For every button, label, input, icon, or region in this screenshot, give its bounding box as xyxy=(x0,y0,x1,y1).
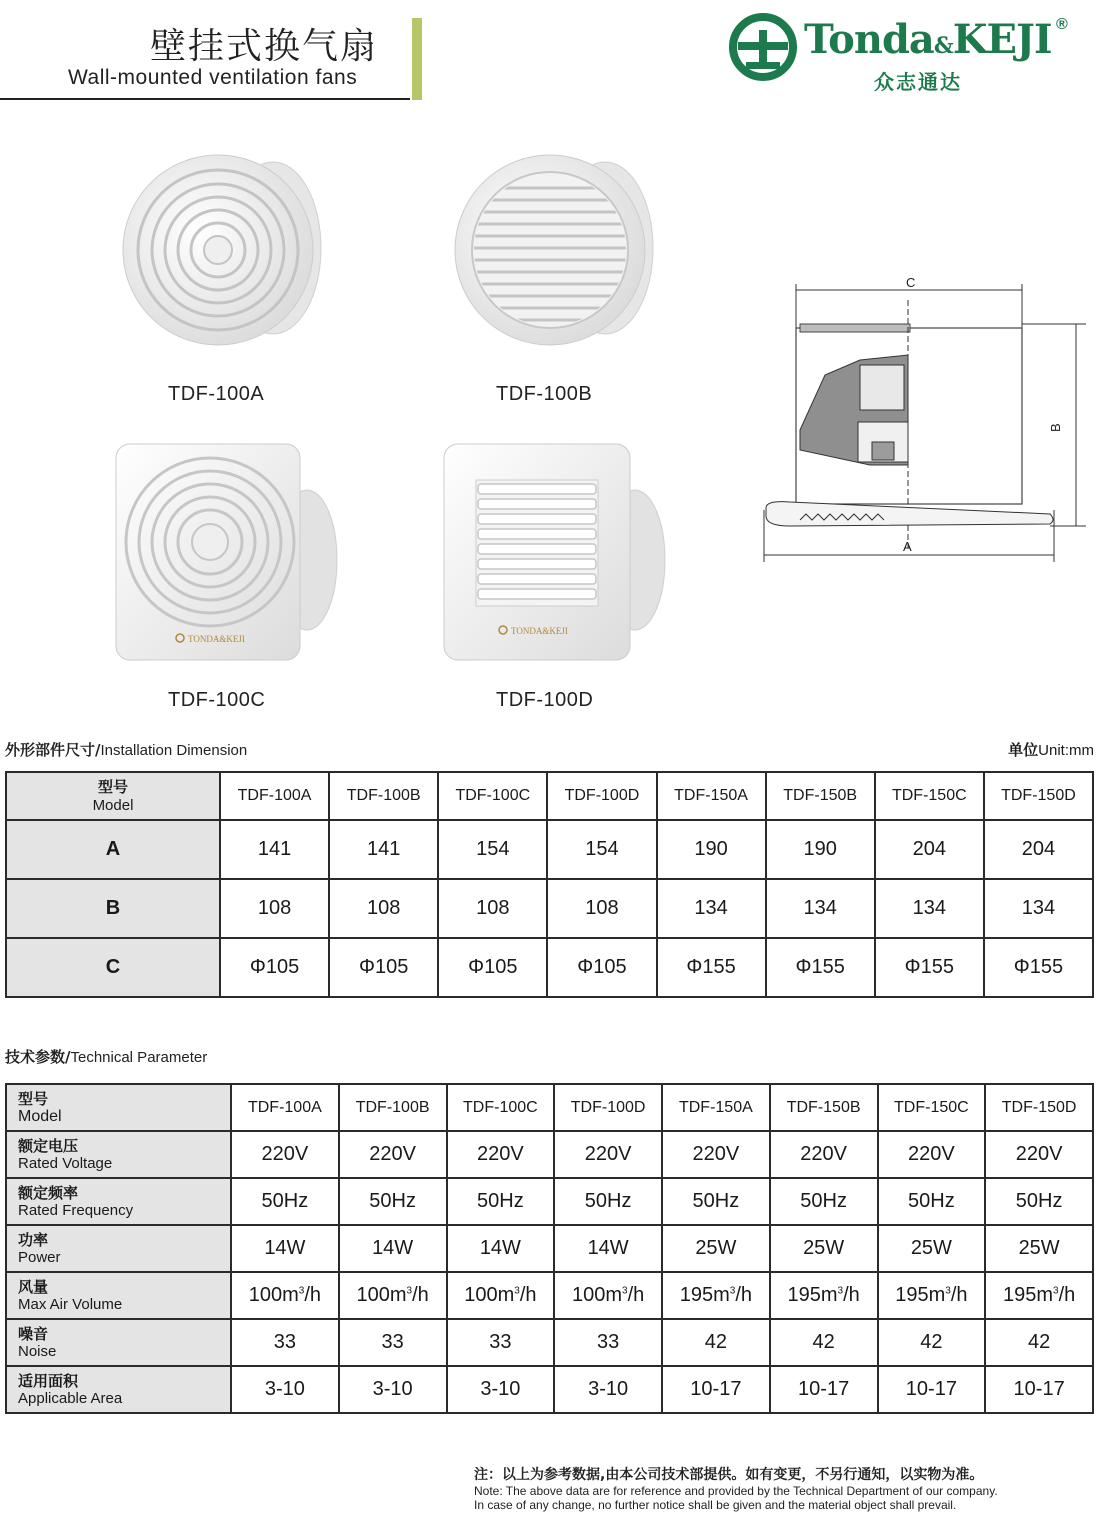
model-cell: TDF-150D xyxy=(984,772,1093,820)
value-cell: 134 xyxy=(766,879,875,938)
value-cell: 10-17 xyxy=(662,1366,770,1413)
value-cell: 50Hz xyxy=(554,1178,662,1225)
value-cell: 134 xyxy=(657,879,766,938)
value-cell: 50Hz xyxy=(231,1178,339,1225)
dimension-label-b: B xyxy=(1048,423,1063,432)
product-image-tdf-100b xyxy=(450,150,660,360)
unit-label: 单位Unit:mm xyxy=(1008,741,1094,759)
dimension-diagram xyxy=(760,270,1090,570)
product-label-tdf-100c: TDF-100C xyxy=(168,689,266,711)
value-cell: 10-17 xyxy=(770,1366,878,1413)
footnote xyxy=(474,1468,998,1512)
value-cell: 25W xyxy=(770,1225,878,1272)
value-cell: 108 xyxy=(438,879,547,938)
value-cell: 25W xyxy=(878,1225,986,1272)
footnote-cn: 注：以上为参考数据,由本公司技术部提供。如有变更，不另行通知，以实物为准。 xyxy=(474,1467,984,1483)
value-cell: 33 xyxy=(231,1319,339,1366)
value-cell: Φ105 xyxy=(547,938,656,997)
model-cell: TDF-150C xyxy=(878,1084,986,1131)
model-header-cell: 型号 Model xyxy=(6,772,220,820)
dimension-label-c: C xyxy=(906,275,916,290)
value-cell: 220V xyxy=(554,1131,662,1178)
footnote-en-line-2: In case of any change, no further notice shall be given and the material object shall prevail. xyxy=(474,1498,957,1512)
value-cell: 42 xyxy=(985,1319,1093,1366)
value-cell: 134 xyxy=(875,879,984,938)
table-row xyxy=(6,820,1093,879)
value-cell: Φ105 xyxy=(220,938,329,997)
technical-parameter-table xyxy=(5,1083,1094,1414)
table-row xyxy=(6,1178,1093,1225)
brand-name-cn: 众志通达 xyxy=(874,70,962,94)
value-cell: 50Hz xyxy=(770,1178,878,1225)
row-label: 额定电压 Rated Voltage xyxy=(6,1131,231,1178)
table-row xyxy=(6,1225,1093,1272)
value-cell: 25W xyxy=(985,1225,1093,1272)
value-cell: 220V xyxy=(447,1131,555,1178)
model-cell: TDF-100B xyxy=(329,772,438,820)
product-badge: TONDA&KEJI xyxy=(188,634,245,644)
model-cell: TDF-100C xyxy=(438,772,547,820)
value-cell: 154 xyxy=(438,820,547,879)
value-cell: 108 xyxy=(547,879,656,938)
value-cell: 50Hz xyxy=(878,1178,986,1225)
row-label: 风量 Max Air Volume xyxy=(6,1272,231,1319)
value-cell: 220V xyxy=(878,1131,986,1178)
value-cell: $100m^3/h$ xyxy=(231,1272,339,1319)
value-cell: 10-17 xyxy=(985,1366,1093,1413)
registered-mark: ® xyxy=(1056,16,1068,33)
product-label-tdf-100b: TDF-100B xyxy=(496,383,593,405)
value-cell: Φ155 xyxy=(984,938,1093,997)
value-cell: $195m^3/h$ xyxy=(770,1272,878,1319)
table-row xyxy=(6,938,1093,997)
value-cell: 50Hz xyxy=(662,1178,770,1225)
model-cell: TDF-100A xyxy=(231,1084,339,1131)
value-cell: 141 xyxy=(220,820,329,879)
value-cell: 14W xyxy=(447,1225,555,1272)
value-cell: 50Hz xyxy=(985,1178,1093,1225)
installation-dimension-table xyxy=(5,771,1094,998)
row-label: 适用面积 Applicable Area xyxy=(6,1366,231,1413)
value-cell: Φ105 xyxy=(329,938,438,997)
value-cell: 3-10 xyxy=(554,1366,662,1413)
value-cell: 3-10 xyxy=(447,1366,555,1413)
value-cell: Φ155 xyxy=(875,938,984,997)
value-cell: 50Hz xyxy=(339,1178,447,1225)
product-label-tdf-100d: TDF-100D xyxy=(496,689,594,711)
model-cell: TDF-150A xyxy=(657,772,766,820)
row-label: B xyxy=(6,879,220,938)
table-row xyxy=(6,1131,1093,1178)
value-cell: 220V xyxy=(770,1131,878,1178)
value-cell: 3-10 xyxy=(231,1366,339,1413)
value-cell: Φ155 xyxy=(766,938,875,997)
value-cell: 204 xyxy=(984,820,1093,879)
brand-logo xyxy=(726,10,1086,94)
value-cell: 190 xyxy=(766,820,875,879)
value-cell: 3-10 xyxy=(339,1366,447,1413)
model-cell: TDF-100C xyxy=(447,1084,555,1131)
product-label-tdf-100a: TDF-100A xyxy=(168,383,265,405)
value-cell: 50Hz xyxy=(447,1178,555,1225)
value-cell: 108 xyxy=(220,879,329,938)
table-row xyxy=(6,1319,1093,1366)
row-label: 额定频率 Rated Frequency xyxy=(6,1178,231,1225)
value-cell: 42 xyxy=(878,1319,986,1366)
brand-wordmark: Tonda&KEJI xyxy=(804,16,1052,63)
value-cell: 14W xyxy=(231,1225,339,1272)
value-cell: 108 xyxy=(329,879,438,938)
row-label: 噪音 Noise xyxy=(6,1319,231,1366)
value-cell: $195m^3/h$ xyxy=(985,1272,1093,1319)
value-cell: 220V xyxy=(985,1131,1093,1178)
value-cell: Φ155 xyxy=(657,938,766,997)
product-badge: TONDA&KEJI xyxy=(511,626,568,636)
value-cell: 33 xyxy=(447,1319,555,1366)
product-image-tdf-100d xyxy=(440,440,670,665)
page-title-cn: 壁挂式换气扇 xyxy=(150,26,379,67)
title-accent-bar xyxy=(412,18,422,100)
technical-parameter-title: 技术参数/Technical Parameter xyxy=(5,1048,208,1066)
value-cell: Φ105 xyxy=(438,938,547,997)
value-cell: $100m^3/h$ xyxy=(447,1272,555,1319)
value-cell: 10-17 xyxy=(878,1366,986,1413)
value-cell: 154 xyxy=(547,820,656,879)
model-cell: TDF-150B xyxy=(766,772,875,820)
product-image-tdf-100c xyxy=(112,440,342,665)
value-cell: 134 xyxy=(984,879,1093,938)
value-cell: 141 xyxy=(329,820,438,879)
model-cell: TDF-100D xyxy=(554,1084,662,1131)
value-cell: 42 xyxy=(770,1319,878,1366)
product-image-tdf-100a xyxy=(118,150,328,360)
value-cell: $195m^3/h$ xyxy=(662,1272,770,1319)
model-header-cell: 型号 Model xyxy=(6,1084,231,1131)
model-cell: TDF-150A xyxy=(662,1084,770,1131)
model-cell: TDF-100B xyxy=(339,1084,447,1131)
dimension-label-a: A xyxy=(903,539,912,554)
brand-mark-icon xyxy=(728,12,798,82)
model-cell: TDF-150C xyxy=(875,772,984,820)
value-cell: $195m^3/h$ xyxy=(878,1272,986,1319)
model-cell: TDF-150B xyxy=(770,1084,878,1131)
value-cell: 33 xyxy=(339,1319,447,1366)
row-label: C xyxy=(6,938,220,997)
model-cell: TDF-100D xyxy=(547,772,656,820)
table-header-row xyxy=(6,772,1093,820)
row-label: 功率 Power xyxy=(6,1225,231,1272)
table-row xyxy=(6,879,1093,938)
value-cell: 204 xyxy=(875,820,984,879)
value-cell: $100m^3/h$ xyxy=(339,1272,447,1319)
value-cell: 190 xyxy=(657,820,766,879)
value-cell: 220V xyxy=(662,1131,770,1178)
value-cell: 220V xyxy=(339,1131,447,1178)
value-cell: 25W xyxy=(662,1225,770,1272)
title-underline xyxy=(0,98,410,100)
value-cell: 220V xyxy=(231,1131,339,1178)
value-cell: 33 xyxy=(554,1319,662,1366)
table-row xyxy=(6,1366,1093,1413)
table-header-row xyxy=(6,1084,1093,1131)
model-cell: TDF-150D xyxy=(985,1084,1093,1131)
table-row xyxy=(6,1272,1093,1319)
installation-dimension-title: 外形部件尺寸/Installation Dimension xyxy=(5,741,248,759)
footnote-en-line-1: Note: The above data are for reference and provided by the Technical Department of our company. xyxy=(474,1484,998,1498)
value-cell: 42 xyxy=(662,1319,770,1366)
row-label: A xyxy=(6,820,220,879)
value-cell: 14W xyxy=(339,1225,447,1272)
page-title-en: Wall-mounted ventilation fans xyxy=(68,66,358,89)
value-cell: $100m^3/h$ xyxy=(554,1272,662,1319)
value-cell: 14W xyxy=(554,1225,662,1272)
model-cell: TDF-100A xyxy=(220,772,329,820)
